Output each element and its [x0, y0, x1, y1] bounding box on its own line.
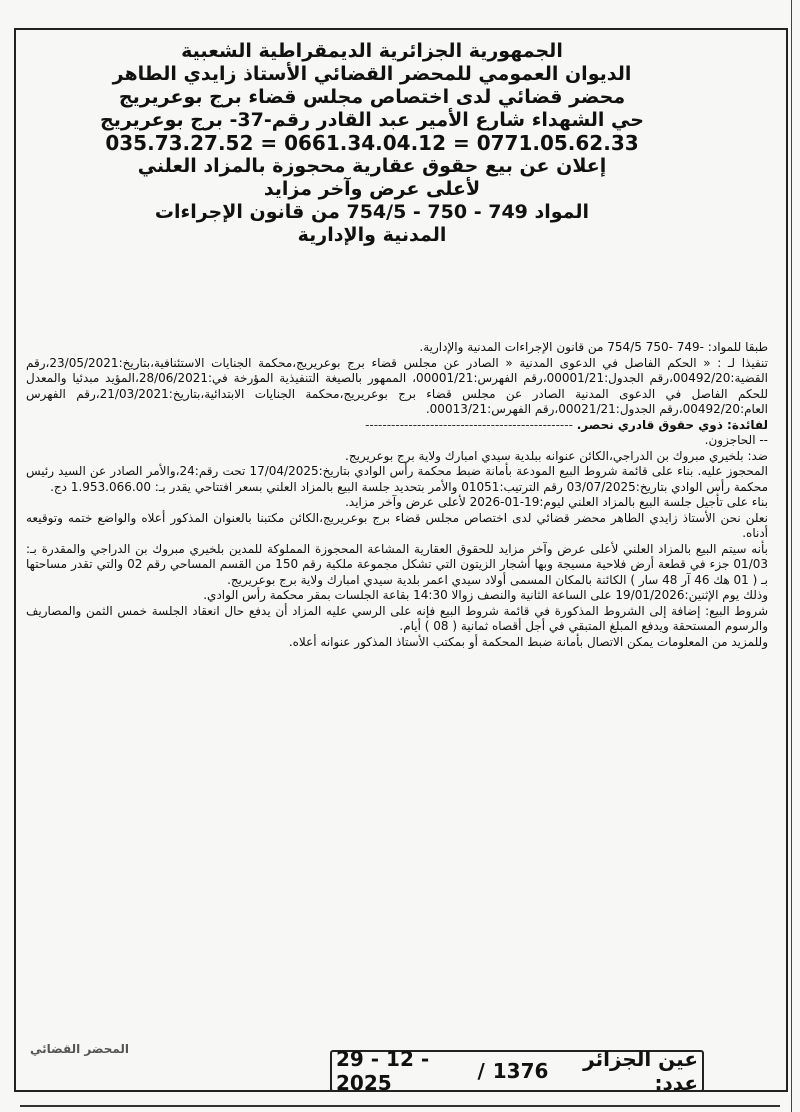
- paragraph-conditions-filing: المحجوز عليه. بناء على قائمة شروط البيع المودعة بأمانة ضبط محكمة رأس الوادي بتاريخ:17/04/2025 تحت رقم:24،والأمر الصادر عن السيد رئيس محكمة رأس الوادي بتاريخ:03/07/2025 رقم الترتيب:01051 والأمر بتحديد جلسة البيع بالمزاد العلني بسعر افتتاحي يقدر بـ: 1.953.066.00 دج.: [26, 464, 769, 494]
- footer-date: 29 - 12 - 2025: [336, 1047, 430, 1095]
- footer-label: عين الجزائر عدد:: [583, 1047, 698, 1095]
- notice-title: إعلان عن بيع حقوق عقارية محجوزة بالمزاد العلني: [137, 155, 607, 177]
- paragraph-judgment: تنفيذا لـ : « الحكم الفاصل في الدعوى المدنية « الصادر عن مجلس قضاء برج بوعريريج،محكمة الجنايات الاستئنافية،بتاريخ:23/05/2021،رقم القضية:00492/20،رقم الجدول:00001/21،رقم الفهرس:00001/21، الممهور بالصيغة التنفيذية المؤرخة في:28/06/2021،المؤيد مبدئيا والمعدل للحكم الفاصل في الدعوى المدنية الصادر عن مجلس قضاء برج بوعريريج،محكمة الجنايات الابتدائية،بتاريخ:21/03/2021،رقم الفهرس العام:00492/20،رقم الجدول:00021/21،رقم الفهرس:00013/21.: [26, 355, 768, 416]
- newspaper-footer: عين الجزائر عدد: 1376 / 29 - 12 - 2025: [330, 1050, 704, 1092]
- office-phones: 035.73.27.52 = 0661.34.04.12 = 0771.05.62.33: [105, 131, 639, 155]
- paragraph-contact: وللمزيد من المعلومات يمكن الاتصال بأمانة ضبط المحكمة أو بمكتب الأستاذ المذكور عنوانه أعلاه.: [288, 634, 768, 649]
- beneficiary-label: لفائدة: ذوي حقوق قادري نحصر.: [576, 417, 768, 432]
- separator-dashes: ------------------------------------------------: [365, 417, 573, 432]
- paragraph-announcement: نعلن نحن الأستاذ زايدي الطاهر محضر قضائي لدى اختصاص مجلس قضاء برج بوعريريج،الكائن مكتبنا بالعنوان المذكور أعلاه والواضع ختمه وتوقيعه أدناه.: [26, 510, 768, 540]
- legal-articles: المواد 749 - 750 - 754/5 من قانون الإجراءات: [154, 201, 590, 223]
- adjacent-column-edge: [791, 0, 800, 1112]
- notice-body: [26, 340, 768, 650]
- office-address: حي الشهداء شارع الأمير عبد القادر رقم-37- برج بوعريريج: [100, 109, 644, 131]
- notice-header: [40, 40, 704, 247]
- bottom-rule: [20, 1105, 780, 1107]
- paragraph-debtor: ضد: بلخيري مبروك بن الدراجي،الكائن عنوانه ببلدية سيدي امبارك ولاية برج بوعريريج.: [345, 448, 768, 463]
- paragraph-legal-basis: طبقا للمواد: -749 -750 754/5 من قانون الإجراءات المدنية والإدارية.: [419, 340, 768, 354]
- paragraph-postponement: بناء على تأجيل جلسة البيع بالمزاد العلني ليوم:19-01-2026 لأعلى عرض وآخر مزايد.: [345, 495, 768, 509]
- notice-subtitle: لأعلى عرض وآخر مزايد: [263, 178, 481, 200]
- office-name: الديوان العمومي للمحضر القضائي الأستاذ زايدي الطاهر: [112, 63, 632, 85]
- paragraph-property: بأنه سيتم البيع بالمزاد العلني لأعلى عرض وآخر مزايد للحقوق العقارية المشاعة المحجوزة المملوكة للمدين بلخيري مبروك بن الدراجي والمقدرة بـ: 01/03 جزء في قطعة أرض فلاحية مسيجة وبها أشجار الزيتون التي تشكل مجموعة ملكية رقم 150 من القسم المساحي رقم 02 والتي تقدر مساحتها بـ ( 01 هك 46 آر 48 سار ) الكائنة بالمكان المسمى أولاد سيدي اعمر بلدية سيدي امبارك ولاية برج بوعريريج.: [26, 541, 769, 587]
- footer-issue: 1376: [492, 1059, 549, 1083]
- paragraph-seizers: -- الحاجزون.: [704, 433, 768, 447]
- republic-title: الجمهورية الجزائرية الديمقراطية الشعبية: [181, 40, 563, 62]
- paragraph-sale-conditions: شروط البيع: إضافة إلى الشروط المذكورة في قائمة شروط البيع فإنه على الرسي عليه المزاد أن يدفع حال انعقاد الجلسة خمس الثمن والمصاريف والرسوم المستحقة ويدفع المبلغ المتبقي في أجل أقصاه ثمانية ( 08 ) أيام.: [26, 603, 768, 633]
- paragraph-sale-date: وذلك يوم الإثنين:19/01/2026 على الساعة الثانية والنصف زوالا 14:30 بقاعة الجلسات بمقر محكمة رأس الوادي.: [203, 588, 768, 602]
- bailiff-stamp: المحضر القضائي: [30, 1042, 130, 1056]
- office-jurisdiction: محضر قضائي لدى اختصاص مجلس قضاء برج بوعريريج: [118, 86, 626, 108]
- paragraph-beneficiary: [26, 418, 768, 434]
- legal-articles-cont: المدنية والإدارية: [297, 224, 447, 246]
